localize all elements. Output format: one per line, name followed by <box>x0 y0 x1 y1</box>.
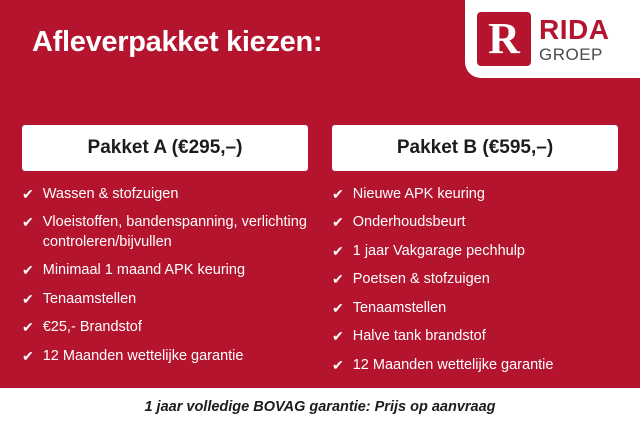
footer-text: 1 jaar volledige BOVAG garantie: Prijs op aanvraag <box>144 399 496 415</box>
list-item-label: Tenaamstellen <box>42 290 137 307</box>
check-icon: ✔ <box>332 356 344 373</box>
list-item-label: Onderhoudsbeurt <box>352 214 466 231</box>
package-b-header: Pakket B (€595,–) <box>332 125 618 171</box>
brand-logo <box>465 0 640 78</box>
list-item <box>22 318 308 337</box>
package-a <box>22 125 308 384</box>
list-item-label: 12 Maanden wettelijke garantie <box>352 356 554 373</box>
list-item-label: Vloeistoffen, bandenspanning, verlichting controleren/bijvullen <box>42 214 307 250</box>
list-item-label: Minimaal 1 maand APK keuring <box>42 262 246 279</box>
list-item-label: Nieuwe APK keuring <box>352 186 485 202</box>
list-item <box>332 213 618 232</box>
list-item <box>22 290 308 309</box>
list-item-label: 1 jaar Vakgarage pechhulp <box>352 242 525 259</box>
list-item <box>332 242 618 261</box>
list-item-label: 12 Maanden wettelijke garantie <box>42 347 244 364</box>
logo-letter: R <box>488 14 520 63</box>
list-item-label: €25,- Brandstof <box>42 319 142 336</box>
check-icon: ✔ <box>22 347 34 364</box>
list-item <box>332 185 618 204</box>
brand-name: RIDA <box>539 13 610 45</box>
list-item-label: Tenaamstellen <box>352 299 447 316</box>
package-b <box>332 125 618 384</box>
list-item-label: Wassen & stofzuigen <box>42 186 179 202</box>
list-item <box>332 270 618 289</box>
logo-mark-icon <box>477 12 531 66</box>
package-a-list <box>22 185 308 366</box>
list-item <box>332 356 618 375</box>
list-item-label: Halve tank brandstof <box>352 328 486 345</box>
list-item-label: Poetsen & stofzuigen <box>352 271 490 288</box>
check-icon: ✔ <box>22 262 34 279</box>
check-icon: ✔ <box>22 214 34 231</box>
list-item <box>22 185 308 204</box>
brand-subtitle: GROEP <box>539 44 603 64</box>
check-icon: ✔ <box>22 319 34 336</box>
list-item <box>22 213 308 252</box>
list-item <box>22 347 308 366</box>
logo-wordmark <box>539 13 610 64</box>
page-title: Afleverpakket kiezen: <box>32 26 323 58</box>
packages-container <box>22 125 618 384</box>
check-icon: ✔ <box>332 299 344 316</box>
check-icon: ✔ <box>22 186 34 202</box>
list-item <box>332 299 618 318</box>
list-item <box>22 261 308 280</box>
check-icon: ✔ <box>332 271 344 288</box>
list-item <box>332 327 618 346</box>
check-icon: ✔ <box>332 242 344 259</box>
check-icon: ✔ <box>332 328 344 345</box>
check-icon: ✔ <box>332 214 344 231</box>
check-icon: ✔ <box>22 290 34 307</box>
package-b-list <box>332 185 618 375</box>
check-icon: ✔ <box>332 186 344 202</box>
package-a-header: Pakket A (€295,–) <box>22 125 308 171</box>
